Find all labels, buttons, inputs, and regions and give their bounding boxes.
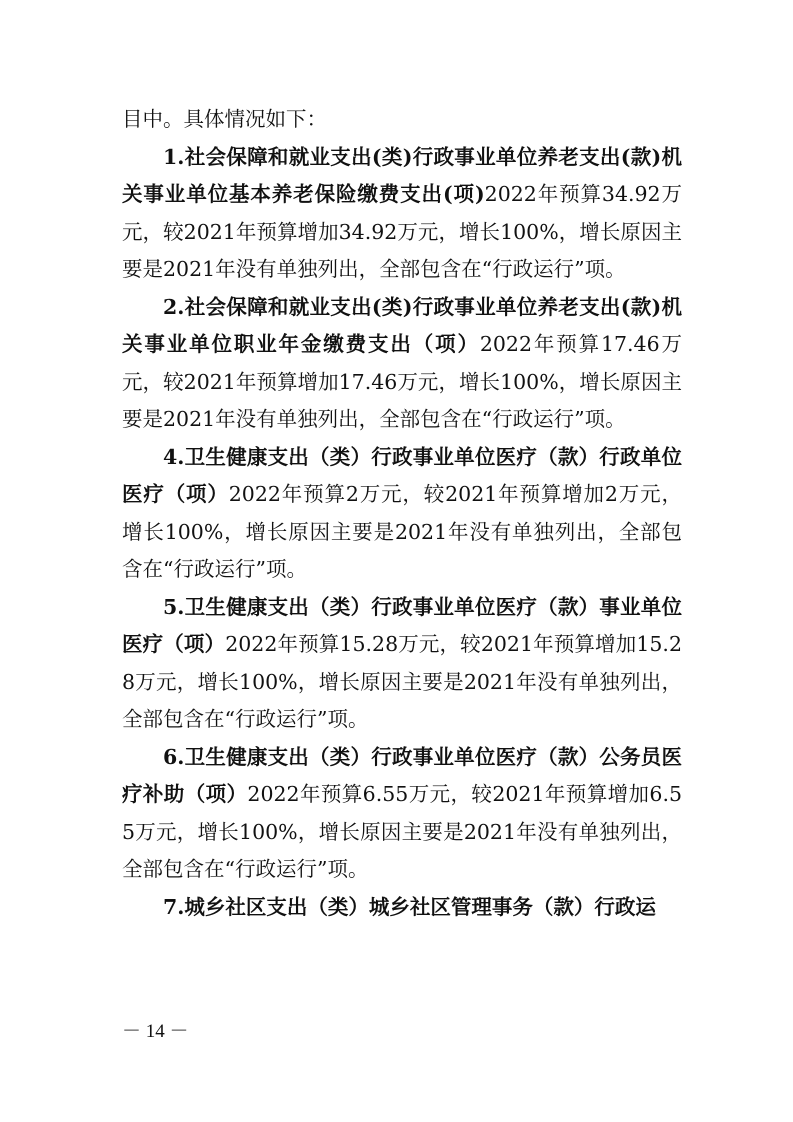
- item-2-heading: 2.社会保障和就业支出(类)行政事业单位养老支出(款)机关事业单位职业年金缴费支出（项）: [122, 294, 682, 356]
- item-7-heading: 7.城乡社区支出（类）城乡社区管理事务（款）行政运: [163, 894, 656, 919]
- item-5-heading: 5.卫生健康支出（类）行政事业单位医疗（款）事业单位医疗（项）: [122, 594, 682, 656]
- item-5-text: 2022年预算15.28万元，较2021年预算增加15.28万元，增长100%，增长原因主要是2021年没有单独列出，全部包含在“行政运行”项。: [122, 632, 682, 731]
- intro-text: 目中。具体情况如下：: [122, 107, 327, 131]
- item-6-text: 2022年预算6.55万元，较2021年预算增加6.55万元，增长100%，增长原因主要是2021年没有单独列出，全部包含在“行政运行”项。: [122, 782, 682, 881]
- item-1: [122, 139, 682, 289]
- item-5: [122, 589, 682, 739]
- item-4-text: 2022年预算2万元，较2021年预算增加2万元，增长100%，增长原因主要是2021年没有单独列出，全部包含在“行政运行”项。: [122, 482, 683, 581]
- item-2-text: 2022年预算17.46万元，较2021年预算增加17.46万元，增长100%，增长原因主要是2021年没有单独列出，全部包含在“行政运行”项。: [122, 332, 683, 431]
- item-7: [122, 889, 682, 927]
- item-6-heading: 6.卫生健康支出（类）行政事业单位医疗（款）公务员医疗补助（项）: [122, 744, 682, 806]
- document-body: [122, 101, 682, 926]
- item-1-heading: 1.社会保障和就业支出(类)行政事业单位养老支出(款)机关事业单位基本养老保险缴费支出(项): [122, 144, 682, 206]
- item-2: [122, 289, 682, 439]
- page-number: － 14 －: [122, 1021, 189, 1042]
- item-4-heading: 4.卫生健康支出（类）行政事业单位医疗（款）行政单位医疗（项）: [122, 444, 682, 506]
- item-6: [122, 739, 682, 889]
- item-4: [122, 439, 682, 589]
- item-1-text: 2022年预算34.92万元，较2021年预算增加34.92万元，增长100%，增长原因主要是2021年没有单独列出，全部包含在“行政运行”项。: [122, 182, 682, 281]
